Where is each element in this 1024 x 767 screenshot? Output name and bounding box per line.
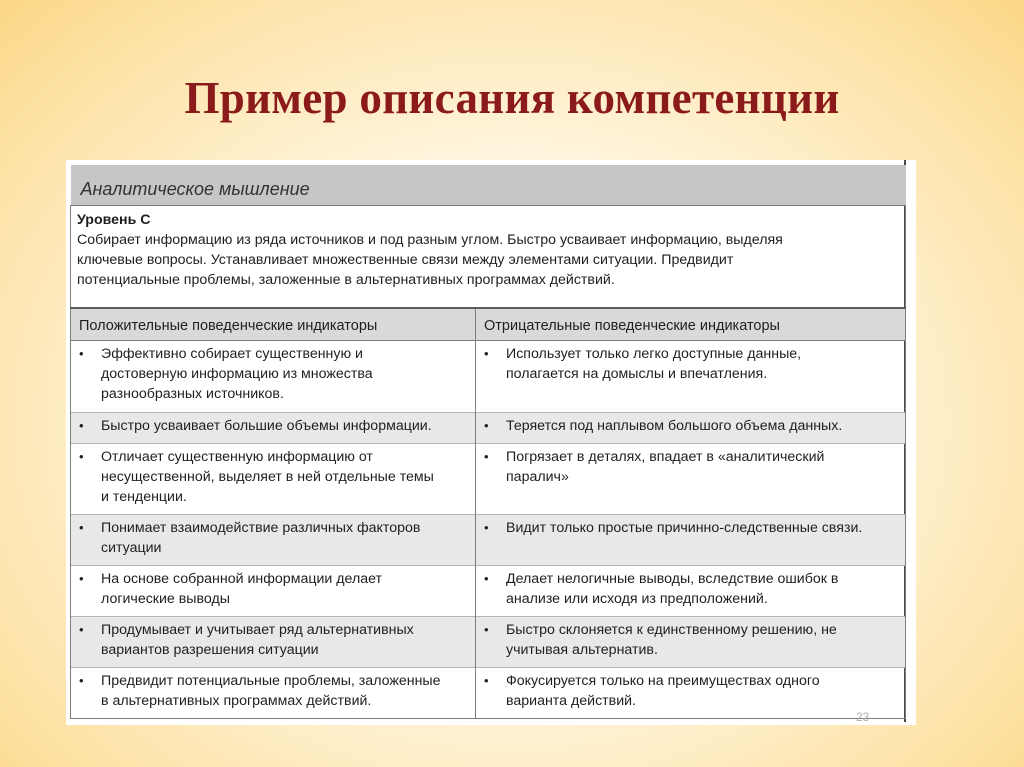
positive-indicator-cell: [71, 514, 476, 565]
negative-indicator-cell: [476, 667, 906, 718]
bullet-icon: •: [79, 417, 84, 433]
positive-indicator-text: [101, 416, 432, 436]
indicator-text-line: ситуации: [101, 539, 162, 556]
indicator-rows: [71, 340, 906, 718]
positive-indicator-text: [101, 518, 420, 558]
slide-title: Пример описания компетенции: [184, 73, 840, 123]
bullet-icon: •: [484, 448, 489, 464]
indicator-row: [71, 667, 906, 718]
indicator-text-line: Использует только легко доступные данные,: [506, 345, 802, 362]
indicator-text-line: вариантов разрешения ситуации: [101, 641, 319, 658]
negative-indicator: [484, 344, 897, 384]
indicator-text-line: Погрязает в деталях, впадает в «аналитический: [506, 448, 825, 465]
negative-indicator-text: [506, 344, 801, 384]
negative-indicator: [484, 671, 897, 711]
indicator-text-line: Быстро склоняется к единственному решению, не: [506, 621, 837, 638]
bullet-icon: •: [484, 621, 489, 637]
indicator-row: [71, 565, 906, 616]
negative-indicator: [484, 620, 897, 660]
indicator-text-line: Быстро усваивает большие объемы информации.: [101, 417, 432, 434]
bullet-icon: •: [484, 345, 489, 361]
indicator-text-line: учитывая альтернатив.: [506, 641, 658, 658]
negative-indicator-cell: [476, 412, 906, 443]
positive-indicator: [79, 569, 467, 609]
indicator-text-line: На основе собранной информации делает: [101, 570, 383, 587]
indicator-text-line: логические выводы: [101, 590, 230, 607]
positive-indicator-text: [101, 569, 382, 609]
negative-indicator: [484, 416, 897, 436]
positive-indicator-cell: [71, 616, 476, 667]
positive-indicators-header: Положительные поведенческие индикаторы: [71, 308, 476, 340]
indicator-row: [71, 412, 906, 443]
positive-indicator-cell: [71, 565, 476, 616]
competency-row: [71, 165, 906, 205]
indicator-text-line: достоверную информацию из множества: [101, 365, 373, 382]
indicator-text-line: Фокусируется только на преимуществах одного: [506, 672, 820, 689]
negative-indicator-cell: [476, 514, 906, 565]
indicator-text-line: Предвидит потенциальные проблемы, заложенные: [101, 672, 441, 689]
level-row: [71, 205, 906, 308]
indicator-text-line: анализе или исходя из предположений.: [506, 590, 768, 607]
indicator-text-line: Понимает взаимодействие различных факторов: [101, 519, 421, 536]
indicator-text-line: Видит только простые причинно-следственные связи.: [506, 519, 863, 536]
bullet-icon: •: [484, 417, 489, 433]
negative-indicators-header: Отрицательные поведенческие индикаторы: [476, 308, 906, 340]
bullet-icon: •: [484, 570, 489, 586]
positive-indicator-cell: [71, 340, 476, 412]
positive-indicator: [79, 671, 467, 711]
negative-indicator-cell: [476, 616, 906, 667]
negative-indicator: [484, 569, 897, 609]
indicator-text-line: полагается на домыслы и впечатления.: [506, 365, 768, 382]
bullet-icon: •: [79, 621, 84, 637]
indicator-text-line: Отличает существенную информацию от: [101, 448, 373, 465]
positive-indicator-cell: [71, 443, 476, 514]
level-text-line: потенциальные проблемы, заложенные в альтернативных программах действий.: [77, 271, 615, 288]
positive-indicator-text: [101, 447, 434, 507]
bullet-icon: •: [484, 672, 489, 688]
competency-name: Аналитическое мышление: [71, 165, 906, 205]
indicator-text-line: паралич»: [506, 468, 569, 485]
positive-indicator-text: [101, 344, 373, 404]
bullet-icon: •: [484, 519, 489, 535]
indicators-header-row: [71, 308, 906, 340]
indicator-text-line: разнообразных источников.: [101, 385, 284, 402]
indicator-text-line: в альтернативных программах действий.: [101, 692, 372, 709]
page-number: 23: [856, 710, 870, 724]
competency-table: [70, 165, 906, 719]
positive-indicator-cell: [71, 412, 476, 443]
indicator-row: [71, 340, 906, 412]
level-name: Уровень С: [77, 211, 151, 228]
negative-indicator-text: [506, 620, 837, 660]
negative-indicator-text: [506, 671, 820, 711]
indicator-text-line: и тенденции.: [101, 488, 187, 505]
positive-indicator: [79, 620, 467, 660]
positive-indicator: [79, 447, 467, 507]
bullet-icon: •: [79, 345, 84, 361]
indicator-row: [71, 616, 906, 667]
bullet-icon: •: [79, 519, 84, 535]
indicator-text-line: варианта действий.: [506, 692, 636, 709]
indicator-row: [71, 514, 906, 565]
positive-indicator-text: [101, 620, 414, 660]
negative-indicator-cell: [476, 340, 906, 412]
negative-indicator: [484, 518, 897, 538]
negative-indicator-text: [506, 518, 862, 538]
bullet-icon: •: [79, 448, 84, 464]
level-description: [71, 205, 906, 308]
positive-indicator-text: [101, 671, 441, 711]
negative-indicator-text: [506, 447, 824, 487]
indicator-text-line: Делает нелогичные выводы, вследствие ошибок в: [506, 570, 839, 587]
level-text-line: Собирает информацию из ряда источников и под разным углом. Быстро усваивает информацию, выделяя: [77, 231, 783, 248]
positive-indicator-cell: [71, 667, 476, 718]
indicator-row: [71, 443, 906, 514]
level-text-line: ключевые вопросы. Устанавливает множественные связи между элементами ситуации. Предвидит: [77, 251, 734, 268]
negative-indicator-text: [506, 416, 842, 436]
indicator-text-line: Теряется под наплывом большого объема данных.: [506, 417, 843, 434]
bullet-icon: •: [79, 672, 84, 688]
indicator-text-line: несущественной, выделяет в ней отдельные темы: [101, 468, 434, 485]
positive-indicator: [79, 416, 467, 436]
indicator-text-line: Продумывает и учитывает ряд альтернативных: [101, 621, 414, 638]
positive-indicator: [79, 518, 467, 558]
negative-indicator-text: [506, 569, 838, 609]
positive-indicator: [79, 344, 467, 404]
negative-indicator: [484, 447, 897, 487]
indicator-text-line: Эффективно собирает существенную и: [101, 345, 363, 362]
negative-indicator-cell: [476, 565, 906, 616]
negative-indicator-cell: [476, 443, 906, 514]
bullet-icon: •: [79, 570, 84, 586]
